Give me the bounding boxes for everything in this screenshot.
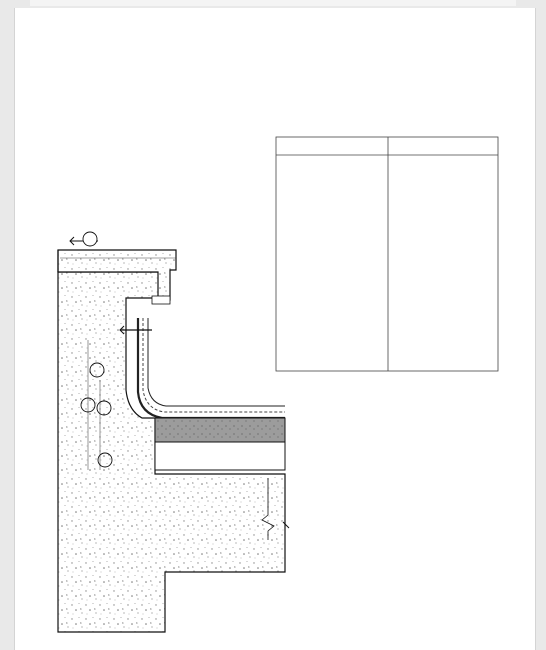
slope-indicator: [70, 232, 98, 246]
waterproofing-membranes: [138, 318, 285, 418]
screed-layer: [155, 418, 285, 442]
thermal-insulation-layer: [155, 442, 285, 470]
legend-table: [276, 137, 498, 371]
